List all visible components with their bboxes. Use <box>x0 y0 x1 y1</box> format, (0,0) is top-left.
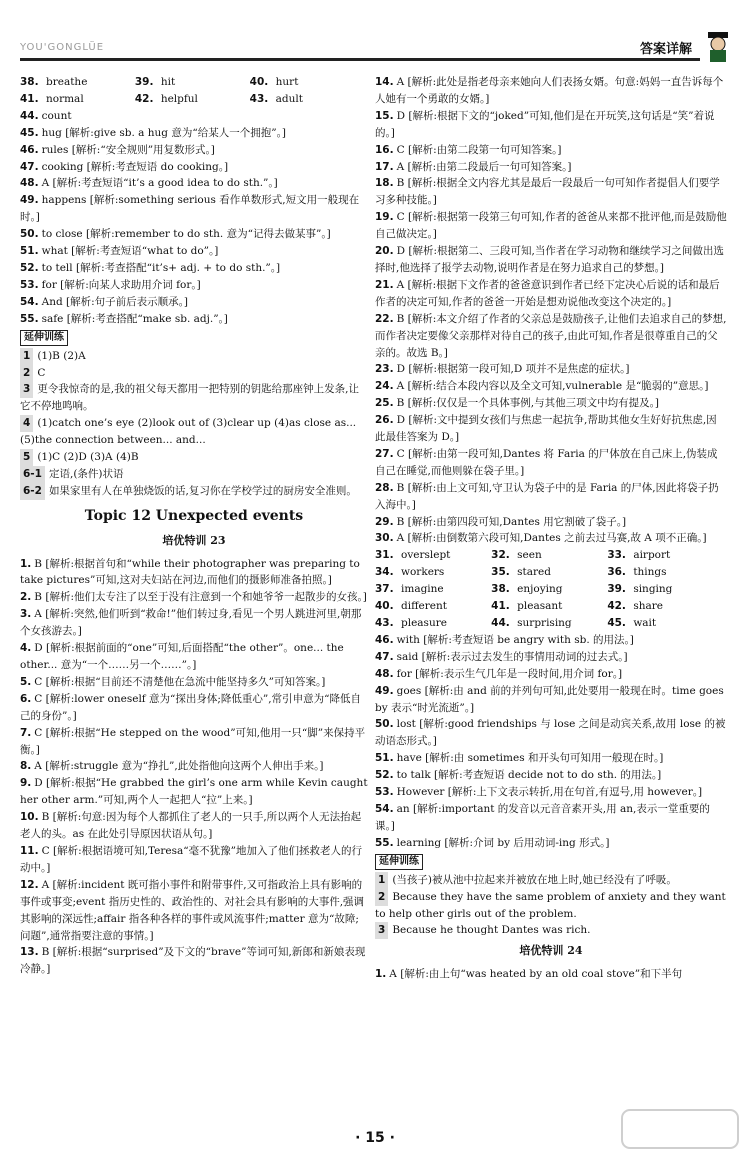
answer-text: Because he thought Dantes was rich. <box>392 924 591 937</box>
item-number: 25. <box>375 397 394 410</box>
answer-text: And [解析:句子前后表示顺承。] <box>41 295 188 308</box>
answer-text: (1)C (2)D (3)A (4)B <box>37 451 139 464</box>
answer-text: for [解析:表示生气几年是一段时间,用介词 for。] <box>396 667 623 680</box>
word-grid-top <box>20 74 368 108</box>
item-number: 3 <box>375 922 388 939</box>
item-number: 9. <box>20 777 32 790</box>
answer-item <box>375 361 727 378</box>
answer-text: B [解析:由第四段可知,Dantes 用它割破了袋子。] <box>396 515 627 528</box>
answer-text: (1)catch one’s eye (2)look out of (3)clear up (4)as close as... (5)the connection between... and... <box>20 417 357 447</box>
header-rule <box>20 58 700 61</box>
answer-text: safe [解析:考查搭配“make sb. adj.”。] <box>41 312 228 325</box>
answer-item <box>375 311 727 362</box>
answer-word: stared <box>517 566 551 579</box>
answer-text: C [解析:由第一段可知,Dantes 将 Faria 的尸体放在自己床上,伪装成自己在睡觉,而他则躲在袋子里。] <box>375 447 718 477</box>
answer-text: C [解析:根据“He stepped on the wood”可知,他用一只“脚”来保持平衡。] <box>20 726 366 756</box>
answer-item <box>375 514 727 531</box>
answer-text: A [解析:根据下文作者的爸爸意识到作者已经下定决心后说的话和最后作者的决定可知,作者的爸爸一开始是想劝说他改变这个决定的。] <box>375 278 720 308</box>
item-number: 46. <box>20 143 39 156</box>
answer-text: B [解析:根据首句和“while their photographer was preparing to take pictures”可知,这对夫妇站在河边,而他们的摄影师准备拍照。] <box>20 557 360 587</box>
answer-item <box>375 108 727 142</box>
answer-item <box>20 449 368 466</box>
answer-item <box>20 640 368 674</box>
answer-text: A [解析:由上句“was heated by an old coal stove”和下半句 <box>389 968 683 981</box>
answer-word: adult <box>275 92 303 105</box>
word-cell <box>20 91 135 108</box>
item-number: 36. <box>607 566 626 579</box>
item-number: 39. <box>607 583 626 596</box>
word-cell <box>135 91 250 108</box>
item-number: 35. <box>491 566 510 579</box>
item-number: 47. <box>375 650 394 663</box>
item-number: 10. <box>20 811 39 824</box>
answer-text: rules [解析:“安全规则”用复数形式。] <box>41 143 215 156</box>
answer-text: for [解析:向某人求助用介词 for。] <box>41 278 201 291</box>
answer-item <box>375 142 727 159</box>
word-cell <box>607 564 727 581</box>
answer-item <box>375 716 727 750</box>
answer-item <box>375 649 727 666</box>
answer-word: hit <box>160 76 176 88</box>
extension-label: 延伸训练 <box>20 330 68 346</box>
answer-text: C [解析:由第二段第一句可知答案。] <box>396 143 562 156</box>
answer-text: B [解析:本文介绍了作者的父亲总是鼓励孩子,让他们去追求自己的梦想,而作者决定要像父亲那样对待自己的孩子,由此可知,作者是很尊重自己的父亲的。故选 B。] <box>375 312 727 359</box>
item-number: 2. <box>20 591 32 604</box>
item-number: 28. <box>375 481 394 494</box>
answer-word: things <box>633 566 667 579</box>
item-number: 3 <box>20 381 33 398</box>
answer-text: Because they have the same problem of anxiety and they want to help other girls out of the problem. <box>375 890 726 920</box>
answer-item <box>375 750 727 767</box>
item-number: 21. <box>375 278 394 291</box>
item-number: 44. <box>491 617 510 629</box>
word-row <box>375 598 727 615</box>
word-cell <box>250 91 368 108</box>
item-number: 55. <box>375 836 394 849</box>
answer-text: D [解析:根据“He grabbed the girl’s one arm while Kevin caught her other arm.”可知,两个人一起把人“拉”上来。] <box>20 777 368 807</box>
word-row <box>20 74 368 91</box>
item-number: 20. <box>375 245 394 258</box>
item-number: 47. <box>20 160 39 173</box>
answer-word: normal <box>46 92 84 105</box>
item-number: 48. <box>375 667 394 680</box>
answer-text: 定语,(条件)状语 <box>48 467 124 480</box>
answer-text: B [解析:他们太专注了以至于没有注意到一个和她爷爷一起散步的女孩。] <box>34 591 367 604</box>
word-row <box>375 564 727 581</box>
answer-word: workers <box>401 566 445 579</box>
word-cell <box>491 598 607 615</box>
watermark-logo-icon <box>620 1106 740 1152</box>
answer-item <box>375 277 727 311</box>
answer-text: 更令我惊奇的是,我的祖父每天都用一把特别的钥匙给那座钟上发条,让它不停地鸣响。 <box>20 383 359 413</box>
answer-item <box>375 922 727 939</box>
item-number: 26. <box>375 414 394 427</box>
answer-item <box>375 530 727 547</box>
answer-item <box>20 483 368 500</box>
item-number: 12. <box>20 878 39 891</box>
answer-text: A [解析:struggle 意为“挣扎”,此处指他向这两个人伸出手来。] <box>34 760 324 773</box>
section-heading-24: 培优特训 24 <box>519 944 583 958</box>
item-number: 8. <box>20 760 32 773</box>
answer-item <box>20 775 368 809</box>
answer-item <box>375 378 727 395</box>
answer-item <box>375 446 727 480</box>
answer-item <box>20 944 368 978</box>
answer-item <box>375 412 727 446</box>
answer-item <box>20 277 368 294</box>
item-number: 34. <box>375 566 394 579</box>
item-number: 2 <box>20 365 33 382</box>
item-number: 4. <box>20 642 32 655</box>
item-number: 27. <box>375 447 394 460</box>
answer-text: C <box>37 366 46 379</box>
item-number: 7. <box>20 726 32 739</box>
answer-word: surprising <box>517 617 572 629</box>
item-number: 40. <box>375 600 394 613</box>
answer-text: D [解析:根据下文的“joked”可知,他们是在开玩笑,这句话是“笑”着说的。] <box>375 109 715 139</box>
answer-item <box>20 674 368 691</box>
answer-text: A [解析:此处是指老母亲来她向人们表扬女婿。句意:妈妈一直告诉每个人她有一个勇敢的女婿。] <box>375 76 724 105</box>
item-number: 54. <box>20 295 39 308</box>
word-cell <box>607 615 727 632</box>
answer-item <box>20 415 368 449</box>
answer-text: count <box>41 109 72 122</box>
answer-item <box>20 809 368 843</box>
item-number: 44. <box>20 109 39 122</box>
answer-list-e <box>375 966 727 983</box>
answer-text: C [解析:根据“目前还不清楚他在急流中能坚持多久”可知答案。] <box>34 675 326 688</box>
answer-text: D [解析:根据前面的“one”可知,后面搭配“the other”。one... the other... 意为“一个……另一个……”。] <box>20 642 344 671</box>
answer-word: different <box>401 600 447 613</box>
answer-text: happens [解析:something serious 看作单数形式,短文用一般现在时。] <box>20 194 360 224</box>
item-number: 46. <box>375 633 394 646</box>
answer-item <box>20 348 368 365</box>
answer-item <box>20 159 368 176</box>
answer-text: 如果家里有人在单独烧饭的话,复习你在学校学过的厨房安全准则。 <box>48 484 357 497</box>
answer-list-d <box>375 632 727 852</box>
answer-item <box>20 260 368 277</box>
answer-text: C [解析:根据语境可知,Teresa“毫不犹豫”地加入了他们拯救老人的行动中。] <box>20 844 362 874</box>
item-number: 13. <box>20 946 39 959</box>
answer-text: However [解析:上下文表示转折,用在句首,有逗号,用 however。] <box>396 786 703 799</box>
answer-text: A [解析:由倒数第六段可知,Dantes 之前去过马赛,故 A 项不正确。] <box>396 532 707 545</box>
answer-item <box>375 683 727 717</box>
answer-item <box>20 589 368 606</box>
answer-item <box>20 192 368 226</box>
answer-item <box>375 872 727 889</box>
answer-text: B [解析:句意:因为每个人都抓住了老人的一只手,所以两个人无法抬起老人的头。as 在此处引导原因状语从句。] <box>20 811 362 841</box>
item-number: 51. <box>375 752 394 765</box>
item-number: 23. <box>375 363 394 376</box>
item-number: 38. <box>20 76 39 88</box>
item-number: 42. <box>607 600 626 613</box>
answer-text: A [解析:突然,他们听到“救命!”他们转过身,看见一个男人跳进河里,朝那个女孩游去。] <box>20 608 362 638</box>
answer-item <box>20 311 368 328</box>
answer-item <box>375 243 727 277</box>
answer-item <box>375 159 727 176</box>
answer-item <box>20 606 368 640</box>
item-number: 41. <box>20 92 39 105</box>
answer-item <box>375 889 727 923</box>
item-number: 38. <box>491 583 510 596</box>
answer-item <box>375 632 727 649</box>
answer-text: B [解析:根据“surprised”及下文的“brave”等词可知,新郎和新娘表现冷静。] <box>20 946 366 976</box>
answer-word: airport <box>633 549 671 562</box>
answer-item <box>20 843 368 877</box>
answer-text: have [解析:由 sometimes 和开头句可知用一般现在时。] <box>396 752 664 765</box>
answer-word: overslept <box>401 549 451 562</box>
item-number: 33. <box>607 549 626 562</box>
answer-item <box>20 365 368 382</box>
item-number: 37. <box>375 583 394 596</box>
answer-text: to close [解析:remember to do sth. 意为“记得去做某事”。] <box>41 228 331 241</box>
item-number: 50. <box>375 718 394 731</box>
item-number: 18. <box>375 177 394 190</box>
item-number: 29. <box>375 515 394 528</box>
answer-text: to talk [解析:考查短语 decide not to do sth. 的用法。] <box>396 769 662 782</box>
answer-list-a <box>20 108 368 328</box>
answer-item <box>20 294 368 311</box>
answer-text: C [解析:lower oneself 意为“探出身体;降低重心”,常引申意为“降低自己的身份”。] <box>20 692 362 722</box>
answer-item <box>375 395 727 412</box>
item-number: 54. <box>375 802 394 815</box>
item-number: 22. <box>375 312 394 325</box>
answer-item <box>20 108 368 125</box>
item-number: 1 <box>375 872 388 889</box>
item-number: 5 <box>20 449 33 466</box>
extension-label-2: 延伸训练 <box>375 854 423 870</box>
answer-item <box>375 666 727 683</box>
answer-item <box>375 74 727 108</box>
item-number: 49. <box>375 684 394 697</box>
answer-item <box>375 966 727 983</box>
answer-item <box>375 801 727 835</box>
answer-word: seen <box>517 549 542 562</box>
item-number: 48. <box>20 177 39 190</box>
item-number: 4 <box>20 415 33 432</box>
answer-item <box>20 381 368 415</box>
answer-item <box>20 125 368 142</box>
answer-text: (1)B (2)A <box>37 349 86 362</box>
item-number: 15. <box>375 109 394 122</box>
word-cell <box>375 598 491 615</box>
item-number: 49. <box>20 194 39 207</box>
item-number: 42. <box>134 92 154 105</box>
answer-word: singing <box>633 583 673 596</box>
header-title: 答案详解 <box>639 42 692 57</box>
page-number: · 15 · <box>355 1130 395 1146</box>
extension-list-2 <box>375 872 727 940</box>
item-number: 52. <box>375 769 394 782</box>
answer-word: pleasant <box>517 600 563 613</box>
item-number: 6. <box>20 692 32 705</box>
item-number: 45. <box>20 126 39 139</box>
item-number: 52. <box>20 261 39 274</box>
answer-item <box>375 767 727 784</box>
item-number: 32. <box>491 549 510 562</box>
answer-text: an [解析:important 的发音以元音音素开头,用 an,表示一堂重要的课。] <box>375 802 710 832</box>
answer-word: hurt <box>275 76 299 88</box>
word-grid-bottom <box>375 547 727 632</box>
item-number: 3. <box>20 608 32 621</box>
item-number: 55. <box>20 312 39 325</box>
answer-word: helpful <box>160 92 198 105</box>
answer-item <box>375 175 727 209</box>
word-cell <box>375 615 491 632</box>
section-heading-23: 培优特训 23 <box>162 533 226 547</box>
word-cell <box>375 547 491 564</box>
word-cell <box>375 581 491 598</box>
item-number: 6-2 <box>20 483 45 500</box>
word-row <box>375 547 727 564</box>
answer-text: D [解析:根据第二、三段可知,当作者在学习动物和继续学习之间做出选择时,他选择了报学去动物,说明作者是在努力追求自己的梦想。] <box>375 245 724 274</box>
answer-text: A [解析:incident 既可指小事件和附带事件,又可指政治上具有影响的事件或事变;event 指历史性的、政治性的、对社会具有影响的大事件,强调其影响的深远性;affair 指各种各样的事件或风流事件;matter 意为“故障;问题”,通常指要注意的事情。] <box>20 878 365 942</box>
word-row <box>375 615 727 632</box>
item-number: 45. <box>607 617 626 629</box>
answer-list-c <box>375 74 727 547</box>
right-column <box>375 74 727 983</box>
answer-item <box>20 691 368 725</box>
item-number: 19. <box>375 211 394 224</box>
answer-text: said [解析:表示过去发生的事情用动词的过去式。] <box>396 650 628 663</box>
answer-text: A [解析:考查短语“it’s a good idea to do sth.”。] <box>41 177 278 190</box>
answer-item <box>375 480 727 514</box>
answer-word: breathe <box>46 76 88 88</box>
answer-text: what [解析:考查短语“what to do”。] <box>41 245 219 258</box>
item-number: 1 <box>20 348 33 365</box>
answer-list-b <box>20 556 368 979</box>
item-number: 5. <box>20 675 32 688</box>
answer-text: to tell [解析:考查搭配“it’s+ adj. + to do sth.”。] <box>41 261 281 274</box>
item-number: 53. <box>375 786 394 799</box>
item-number: 43. <box>249 92 269 105</box>
word-cell <box>135 74 250 91</box>
item-number: 30. <box>375 532 394 545</box>
item-number: 41. <box>491 600 510 613</box>
answer-text: lost [解析:good friendships 与 lose 之间是动宾关系,故用 lose 的被动语态形式。] <box>375 718 726 748</box>
answer-text: C [解析:根据第一段第三句可知,作者的爸爸从来都不批评他,而是鼓励他自己做决定。] <box>375 211 727 241</box>
word-cell <box>20 74 135 91</box>
answer-item <box>375 209 727 243</box>
item-number: 1. <box>20 557 32 570</box>
answer-item <box>20 758 368 775</box>
word-cell <box>607 547 727 564</box>
answer-text: goes [解析:由 and 前的并列句可知,此处要用一般现在时。time goes by 表示“时光流逝”。] <box>375 684 724 714</box>
item-number: 24. <box>375 380 394 393</box>
answer-text: D [解析:根据第一段可知,D 项并不是焦虑的症状。] <box>396 363 630 376</box>
answer-text: D [解析:文中提到女孩们与焦虑一起抗争,帮助其他女生好好抗焦虑,因此最佳答案为 D。] <box>375 414 717 444</box>
item-number: 17. <box>375 160 394 173</box>
word-cell <box>491 564 607 581</box>
topic-heading: Topic 12 Unexpected events <box>84 507 304 524</box>
item-number: 1. <box>375 968 387 981</box>
item-number: 51. <box>20 245 39 258</box>
word-row <box>375 581 727 598</box>
answer-item <box>20 175 368 192</box>
item-number: 16. <box>375 143 394 156</box>
answer-text: A [解析:由第二段最后一句可知答案。] <box>396 160 572 173</box>
word-cell <box>491 615 607 632</box>
item-number: 31. <box>375 549 394 562</box>
page-header <box>0 0 750 64</box>
answer-item <box>375 835 727 852</box>
answer-text: B [解析:由上文可知,守卫认为袋子中的是 Faria 的尸体,因此将袋子扔入海中。] <box>375 481 719 511</box>
item-number: 40. <box>249 76 269 88</box>
answer-word: wait <box>633 617 657 629</box>
answer-item <box>20 877 368 945</box>
word-cell <box>491 581 607 598</box>
answer-word: enjoying <box>517 583 563 596</box>
answer-text: with [解析:考查短语 be angry with sb. 的用法。] <box>396 633 634 646</box>
answer-word: pleasure <box>401 617 447 629</box>
answer-item <box>20 226 368 243</box>
item-number: 11. <box>20 844 39 857</box>
answer-item <box>20 466 368 483</box>
mascot-icon <box>702 30 734 62</box>
item-number: 43. <box>375 617 394 629</box>
answer-item <box>375 784 727 801</box>
answer-item <box>20 142 368 159</box>
left-column <box>20 74 368 978</box>
answer-item <box>20 725 368 759</box>
answer-text: A [解析:结合本段内容以及全文可知,vulnerable 是“脆弱的”意思。] <box>396 380 709 393</box>
word-cell <box>250 74 368 91</box>
answer-text: (当孩子)被从池中拉起来并被放在地上时,她已经没有了呼吸。 <box>392 873 677 886</box>
answer-text: cooking [解析:考查短语 do cooking。] <box>41 160 229 173</box>
logo-text: YOU'GONGLÜE <box>20 42 105 53</box>
word-cell <box>607 598 727 615</box>
answer-word: share <box>633 600 663 613</box>
extension-list <box>20 348 368 500</box>
word-cell <box>491 547 607 564</box>
item-number: 53. <box>20 278 39 291</box>
answer-word: imagine <box>401 583 444 596</box>
answer-text: hug [解析:give sb. a hug 意为“给某人一个拥抱”。] <box>41 126 286 139</box>
word-cell <box>607 581 727 598</box>
item-number: 39. <box>134 76 154 88</box>
item-number: 2 <box>375 889 388 906</box>
item-number: 14. <box>375 76 394 88</box>
answer-item <box>20 556 368 590</box>
answer-item <box>20 243 368 260</box>
answer-text: B [解析:根据全文内容尤其是最后一段最后一句可知作者提倡人们要学习多种技能。] <box>375 177 720 207</box>
item-number: 6-1 <box>20 466 45 483</box>
word-row <box>20 91 368 108</box>
item-number: 50. <box>20 228 39 241</box>
answer-text: learning [解析:介词 by 后用动词-ing 形式。] <box>396 836 610 849</box>
word-cell <box>375 564 491 581</box>
answer-text: B [解析:仅仅是一个具体事例,与其他三项文中均有提及。] <box>396 397 659 410</box>
